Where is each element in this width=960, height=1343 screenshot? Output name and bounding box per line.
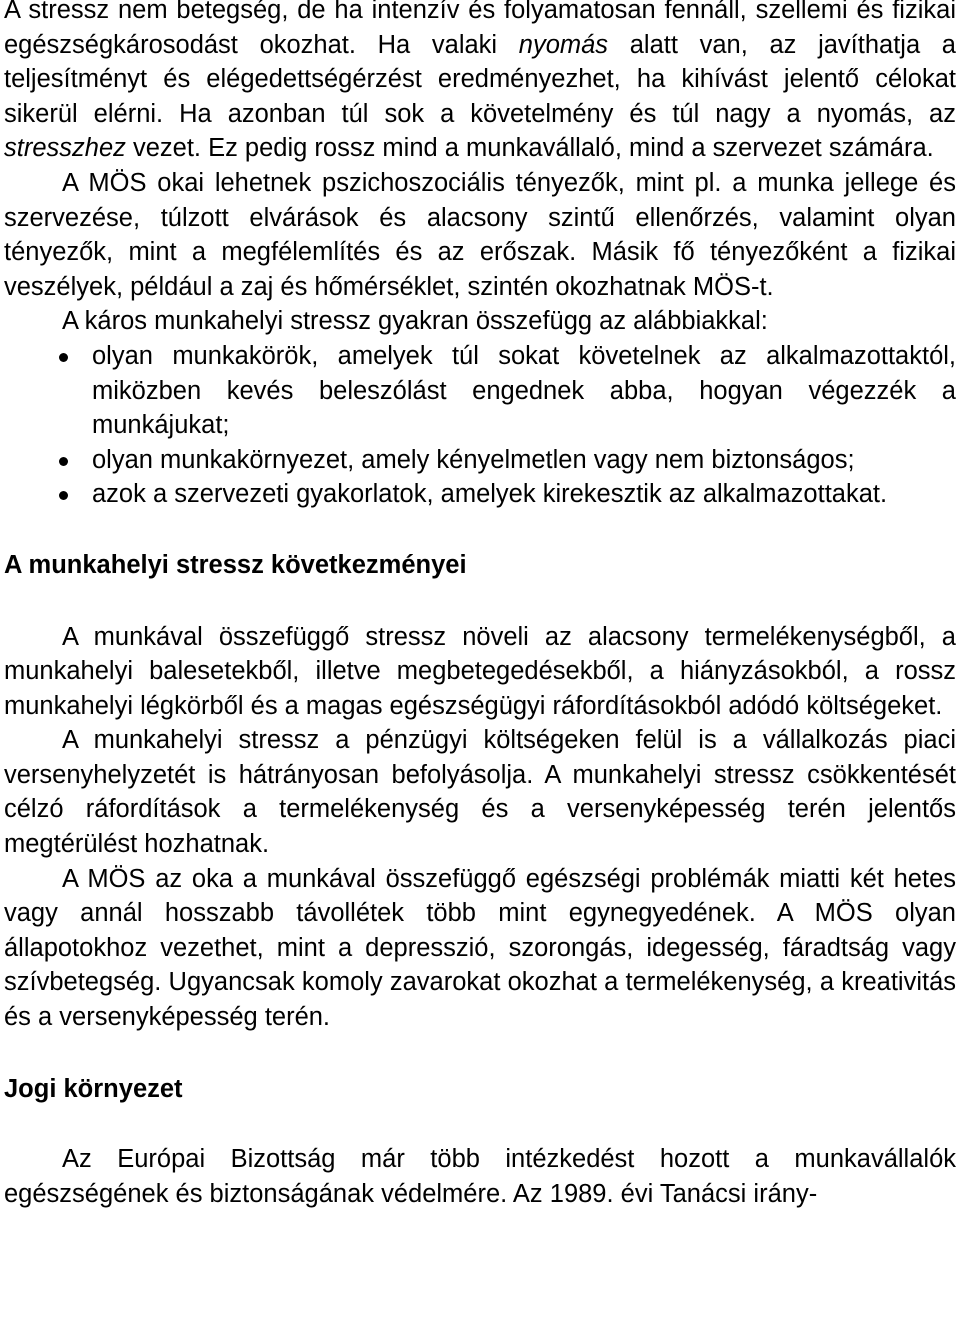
list-item (92, 339, 956, 443)
paragraph-stress-definition (4, 0, 956, 166)
text-run: A káros munkahelyi stressz gyakran összefügg az alábbiakkal: (62, 307, 768, 336)
paragraph: A munkahelyi stressz a pénzügyi költségeken felül is a vállalkozás piaci versenyhelyzetét is hátrányosan befolyásolja. A munkahelyi stressz csökkentését célzó ráfordítások a termelékenység és a versenyképesség terén jelentős megtérülést hozhatnak. (4, 726, 956, 859)
consequences-section (4, 620, 956, 1035)
text-run: A MÖS okai lehetnek pszichoszociális tényezők, mint pl. a munka jellege és szervezése, túlzott elvárások és alacsony szintű ellenőrzés, valamint olyan tényezők, mint a megfélemlítés és az erőszak. Másik fő tényezőként a fizikai veszélyek, például a zaj és hőmérséklet, szintén okozhatnak MÖS-t. (4, 168, 956, 301)
bullet-list (4, 339, 956, 512)
paragraph-list-intro (4, 304, 956, 339)
paragraph-mos-causes (4, 166, 956, 304)
text-run: A stressz nem betegség, de ha intenzív és folyamatosan fennáll, szellemi és fizikai egészségkárosodást okozhat. Ha valaki (4, 0, 956, 59)
paragraph: A munkával összefüggő stressz növeli az alacsony termelékenységből, a munkahelyi balesetekből, illetve megbetegedésekből, a hiányzásokból, a rossz munkahelyi légkörből és a magas egészségügyi ráfordításokból adódó költségeket. (4, 622, 956, 720)
emphasis-nyomas: nyomás (518, 30, 609, 59)
bullet-dot-icon (59, 457, 68, 466)
bullet-dot-icon (59, 491, 68, 500)
paragraph: A MÖS az oka a munkával összefüggő egészségi problémák miatti két hetes vagy annál hosszabb távollétek több mint egynegyedének. A MÖS olyan állapotokhoz vezethet, mint a depresszió, szorongás, idegesség, fáradtság vagy szívbetegség. Ugyancsak komoly zavarokat okozhat a termelékenység, a kreativitás és a versenyképesség terén. (4, 864, 956, 1032)
emphasis-stresszhez: stresszhez (4, 134, 126, 163)
section-heading-consequences: A munkahelyi stressz következményei (4, 550, 467, 579)
legal-section (4, 1142, 956, 1211)
paragraph: Az Európai Bizottság már több intézkedést hozott a munkavállalók egészségének és biztonságának védelmére. Az 1989. évi Tanácsi irány- (4, 1145, 956, 1208)
section-heading-legal: Jogi környezet (4, 1074, 183, 1103)
list-item-text: olyan munkakörnyezet, amely kényelmetlen vagy nem biztonságos; (92, 445, 855, 474)
list-item (92, 477, 956, 512)
bullet-dot-icon (59, 353, 68, 362)
intro-section (4, 0, 956, 512)
text-run: alatt van, az javíthatja a teljesítményt és elégedettségérzést eredményezhet, ha kihívást jelentő célokat sikerül elérni. Ha azonban túl sok a követelmény és túl nagy a nyomás, az (4, 30, 956, 128)
list-item-text: olyan munkakörök, amelyek túl sokat követelnek az alkalmazottaktól, miközben kevés beleszólást engednek abba, hogyan végezzék a munkájukat; (92, 341, 956, 440)
text-run: vezet. Ez pedig rossz mind a munkavállaló, mind a szervezet számára. (125, 134, 934, 163)
list-item-text: azok a szervezeti gyakorlatok, amelyek kirekesztik az alkalmazottakat. (92, 480, 888, 509)
list-item (92, 443, 956, 478)
